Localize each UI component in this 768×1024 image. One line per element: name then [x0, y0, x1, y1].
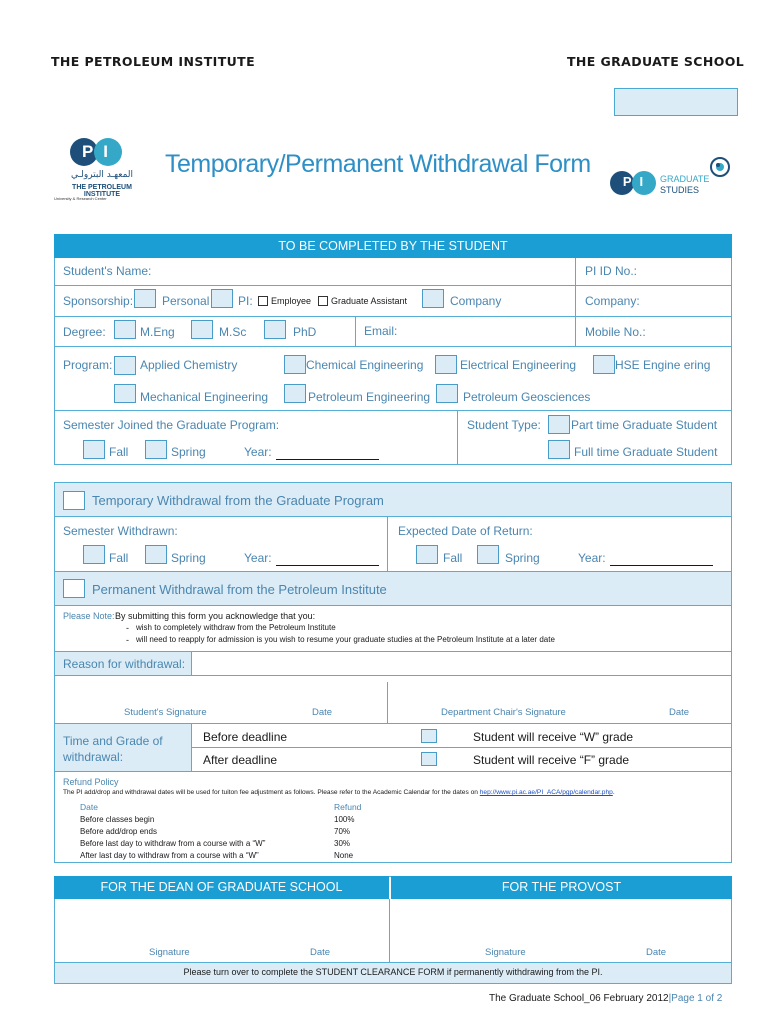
email-label: Email: [364, 324, 398, 338]
reason-label: Reason for withdrawal: [63, 657, 186, 671]
pi-employee-label: Employee [271, 296, 312, 306]
joined-fall-label: Fall [109, 445, 129, 459]
refund-intro-end: . [612, 789, 615, 796]
after-deadline-label: After deadline [203, 753, 278, 767]
joined-spring-label: Spring [171, 445, 206, 459]
refund-row-2-date: Before add/drop ends [80, 827, 157, 836]
refund-col-date: Date [80, 802, 98, 812]
header-graduate-school: THE GRADUATE SCHOOL [567, 54, 745, 69]
note-intro: By submitting this form you acknowledge that you: [115, 611, 316, 621]
program-electrical-engineering-checkbox[interactable] [435, 355, 457, 374]
calendar-link[interactable]: hep://www.pi.ac.ae/PI_ACA/pgp/calendar.php [479, 789, 613, 796]
pi-logo [52, 132, 152, 210]
graduate-studies-badge [608, 155, 733, 205]
full-time-label: Full time Graduate Student [574, 445, 718, 459]
note-item-1: wish to completely withdraw from the Petroleum Institute [136, 623, 336, 632]
pi-logo-subline: University & Research Center [54, 196, 107, 201]
refund-intro [63, 789, 615, 796]
clearance-note: Please turn over to complete the STUDENT CLEARANCE FORM if permanently withdrawing from the PI. [183, 967, 603, 977]
footer-separator: | [668, 993, 672, 1004]
withdrawn-year-field[interactable] [276, 565, 379, 566]
semester-withdrawn-label: Semester Withdrawn: [63, 524, 178, 538]
program-mechanical-engineering-label: Mechanical Engineering [140, 390, 269, 404]
sponsorship-pi-label: PI: [238, 294, 253, 308]
return-fall-label: Fall [443, 551, 463, 565]
pi-graduate-assistant-checkbox[interactable] [318, 296, 328, 306]
pi-id-label: PI ID No.: [585, 264, 638, 278]
form-title: Temporary/Permanent Withdrawal Form [165, 150, 591, 178]
student-signature-label: Student's Signature [124, 707, 207, 718]
program-chemical-engineering-label: Chemical Engineering [306, 358, 424, 372]
withdrawn-fall-checkbox[interactable] [83, 545, 105, 564]
sponsorship-label: Sponsorship: [63, 294, 134, 308]
badge-emblem-icon [710, 157, 730, 177]
sponsorship-personal-checkbox[interactable] [134, 289, 156, 308]
joined-spring-checkbox[interactable] [145, 440, 167, 459]
footer-text: The Graduate School_06 February 2012 [489, 993, 669, 1004]
company-label: Company: [585, 294, 640, 308]
permanent-withdrawal-label: Permanent Withdrawal from the Petroleum Institute [92, 582, 387, 597]
refund-row-4-date: After last day to withdraw from a course with a “W” [80, 851, 259, 860]
dept-chair-date-label: Date [669, 707, 690, 718]
part-time-label: Part time Graduate Student [571, 418, 718, 432]
program-petroleum-engineering-checkbox[interactable] [284, 384, 306, 403]
sponsorship-pi-checkbox[interactable] [211, 289, 233, 308]
refund-row-3-date: Before last day to withdraw from a course with a “W” [80, 839, 266, 848]
before-deadline-label: Before deadline [203, 730, 288, 744]
student-type-label: Student Type: [467, 418, 541, 432]
after-deadline-checkbox[interactable] [421, 752, 437, 766]
note-item-2: will need to reapply for admission is you wish to resume your graduate studies at the Petroleum Institute at a later date [136, 635, 555, 644]
receive-w-label: Student will receive “W” grade [473, 730, 634, 744]
time-grade-label: Time and Grade of withdrawal: [63, 734, 163, 764]
provost-bar: FOR THE PROVOST [391, 876, 732, 899]
refund-row-2-refund: 70% [334, 827, 351, 836]
note-dash-1: - [126, 623, 129, 633]
provost-signature-label: Signature [485, 947, 526, 958]
degree-label: Degree: [63, 325, 106, 339]
temporary-withdrawal-label: Temporary Withdrawal from the Graduate Program [92, 493, 384, 508]
joined-year-label: Year: [244, 445, 272, 459]
joined-year-field[interactable] [276, 459, 379, 460]
receive-f-label: Student will receive “F” grade [473, 753, 630, 767]
part-time-checkbox[interactable] [548, 415, 570, 434]
pi-graduate-assistant-label: Graduate Assistant [331, 296, 408, 306]
refund-row-4-refund: None [334, 851, 354, 860]
permanent-withdrawal-checkbox[interactable] [63, 579, 85, 598]
degree-meng-label: M.Eng [140, 325, 175, 339]
withdrawn-fall-label: Fall [109, 551, 129, 565]
pi-logo-name: THE PETROLEUM INSTITUTE [72, 184, 132, 198]
student-signature-date-label: Date [312, 707, 333, 718]
before-deadline-checkbox[interactable] [421, 729, 437, 743]
program-applied-chemistry-checkbox[interactable] [114, 356, 136, 375]
expected-return-label: Expected Date of Return: [398, 524, 533, 538]
badge-mark: PI [622, 174, 652, 189]
pi-employee-checkbox[interactable] [258, 296, 268, 306]
refund-row-1-date: Before classes begin [80, 815, 155, 824]
badge-line2: STUDIES [660, 185, 700, 195]
note-dash-2: - [126, 635, 129, 645]
program-petroleum-geosciences-label: Petroleum Geosciences [463, 390, 591, 404]
program-hse-label: HSE Engine ering [615, 358, 711, 372]
program-hse-checkbox[interactable] [593, 355, 615, 374]
provost-date-label: Date [646, 947, 667, 958]
badge-line1: GRADUATE [660, 174, 710, 184]
joined-fall-checkbox[interactable] [83, 440, 105, 459]
mobile-label: Mobile No.: [585, 325, 646, 339]
student-name-label: Student's Name: [63, 264, 152, 278]
degree-meng-checkbox[interactable] [114, 320, 136, 339]
footer [489, 993, 722, 1004]
program-petroleum-geosciences-checkbox[interactable] [436, 384, 458, 403]
refund-policy-title: Refund Policy [63, 777, 119, 787]
return-year-field[interactable] [610, 565, 713, 566]
program-label: Program: [63, 358, 113, 372]
student-section-bar: TO BE COMPLETED BY THE STUDENT [54, 234, 732, 258]
semester-joined-label: Semester Joined the Graduate Program: [63, 418, 280, 432]
program-chemical-engineering-checkbox[interactable] [284, 355, 306, 374]
reason-field[interactable] [193, 653, 730, 674]
pi-logo-mark: PI [81, 142, 119, 161]
program-petroleum-engineering-label: Petroleum Engineering [308, 390, 431, 404]
full-time-checkbox[interactable] [548, 440, 570, 459]
degree-msc-checkbox[interactable] [191, 320, 213, 339]
please-note-label: Please Note: [63, 611, 115, 621]
program-mechanical-engineering-checkbox[interactable] [114, 384, 136, 403]
sponsorship-company-label: Company [450, 294, 502, 308]
pi-logo-arabic: المعهـد البترولـي [70, 170, 134, 180]
sponsorship-personal-label: Personal [162, 294, 210, 308]
refund-row-3-refund: 30% [334, 839, 351, 848]
dean-bar: FOR THE DEAN OF GRADUATE SCHOOL [54, 876, 389, 899]
degree-phd-label: PhD [293, 325, 317, 339]
return-fall-checkbox[interactable] [416, 545, 438, 564]
dept-chair-signature-label: Department Chair's Signature [441, 707, 566, 718]
footer-page: Page 1 of 2 [671, 993, 723, 1004]
sponsorship-company-checkbox[interactable] [422, 289, 444, 308]
refund-col-refund: Refund [334, 802, 362, 812]
degree-phd-checkbox[interactable] [264, 320, 286, 339]
withdrawn-spring-label: Spring [171, 551, 206, 565]
withdrawn-year-label: Year: [244, 551, 272, 565]
temporary-withdrawal-checkbox[interactable] [63, 491, 85, 510]
return-spring-label: Spring [505, 551, 540, 565]
header-institute: THE PETROLEUM INSTITUTE [51, 54, 256, 69]
dean-signature-label: Signature [149, 947, 190, 958]
refund-row-1-refund: 100% [334, 815, 355, 824]
office-use-box[interactable] [614, 88, 738, 116]
program-applied-chemistry-label: Applied Chemistry [140, 358, 238, 372]
return-year-label: Year: [578, 551, 606, 565]
program-electrical-engineering-label: Electrical Engineering [460, 358, 577, 372]
return-spring-checkbox[interactable] [477, 545, 499, 564]
degree-msc-label: M.Sc [219, 325, 247, 339]
dean-date-label: Date [310, 947, 331, 958]
withdrawn-spring-checkbox[interactable] [145, 545, 167, 564]
refund-intro-text: The PI add/drop and withdrawal dates will be used for tuiton fee adjustment as follows. Please refer to the Academic Calendar for the dates on [63, 789, 480, 796]
